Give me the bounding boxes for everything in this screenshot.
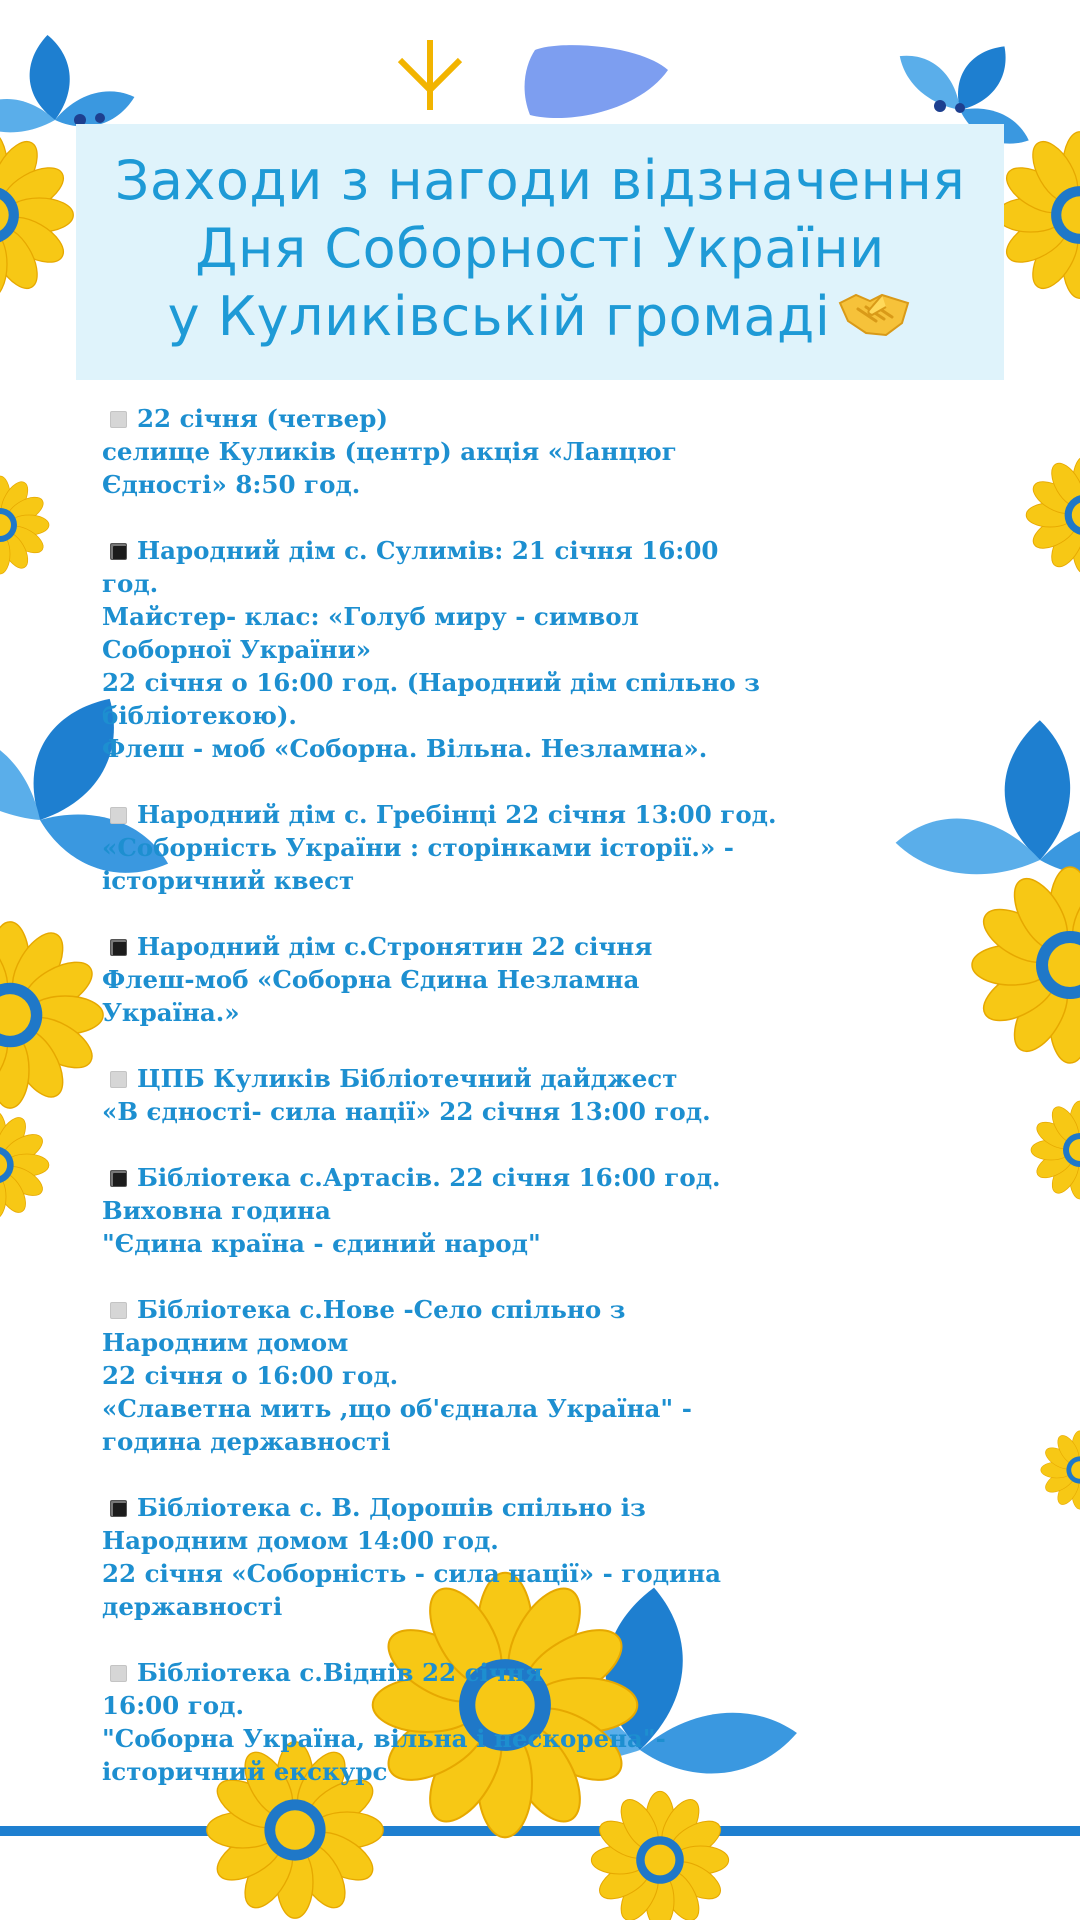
event-text: Флеш - моб «Соборна. Вільна. Незламна». <box>102 734 708 763</box>
white-square-icon <box>110 411 127 428</box>
event-heading <box>102 1656 762 1689</box>
black-square-icon <box>110 1170 127 1187</box>
event-line <box>102 996 762 1029</box>
event-item <box>102 930 762 1029</box>
event-list <box>102 402 777 1821</box>
event-line <box>102 567 762 600</box>
event-item <box>102 1293 762 1458</box>
event-text: 22 січня «Соборність - сила нації» - година <box>102 1559 721 1588</box>
event-line <box>102 435 762 468</box>
event-line <box>102 1425 762 1458</box>
handshake-icon <box>836 285 912 357</box>
event-line <box>102 732 762 765</box>
event-text: Народний дім с. Гребінці 22 січня 13:00 год. <box>137 800 777 829</box>
title-line-3 <box>168 283 913 356</box>
event-line <box>102 666 762 699</box>
event-line <box>102 1194 762 1227</box>
event-item <box>102 1656 762 1788</box>
event-line <box>102 468 762 501</box>
event-line <box>102 963 762 996</box>
event-text: Флеш-моб «Соборна Єдина Незламна <box>102 965 640 994</box>
event-item <box>102 1062 762 1128</box>
event-line <box>102 831 762 864</box>
title-line-3-text: у Куликівській громаді <box>167 285 831 349</box>
event-text: історичний квест <box>102 866 355 895</box>
event-text: година державності <box>102 1427 391 1456</box>
title-banner <box>76 124 1004 380</box>
event-item <box>102 798 777 897</box>
event-text: 22 січня (четвер) <box>137 404 388 433</box>
event-text: Бібліотека с.Артасів. 22 січня 16:00 год. <box>137 1163 721 1192</box>
event-text: Народний дім с. Сулимів: 21 січня 16:00 <box>137 536 719 565</box>
event-text: Майстер- клас: «Голуб миру - символ <box>102 602 639 631</box>
event-text: 22 січня о 16:00 год. <box>102 1361 399 1390</box>
event-text: ЦПБ Куликів Бібліотечний дайджест <box>137 1064 678 1093</box>
black-square-icon <box>110 939 127 956</box>
white-square-icon <box>110 807 127 824</box>
event-text: Бібліотека с.Віднів 22 січня <box>137 1658 543 1687</box>
event-heading <box>102 930 762 963</box>
event-text: бібліотекою). <box>102 701 297 730</box>
event-heading <box>102 1062 762 1095</box>
event-heading <box>102 798 777 831</box>
event-item <box>102 402 762 501</box>
black-square-icon <box>110 1500 127 1517</box>
event-line <box>102 1095 762 1128</box>
event-text: Бібліотека с.Нове -Село спільно з <box>137 1295 626 1324</box>
event-heading <box>102 1491 762 1524</box>
event-line <box>102 1590 762 1623</box>
title-line-1: Заходи з нагоди відзначення <box>114 149 966 213</box>
white-square-icon <box>110 1071 127 1088</box>
event-heading <box>102 1161 762 1194</box>
event-line <box>102 864 762 897</box>
event-text: «В єдності- сила нації» 22 січня 13:00 год. <box>102 1097 711 1126</box>
event-text: державності <box>102 1592 283 1621</box>
event-line <box>102 633 762 666</box>
event-text: «Славетна мить ,що об'єднала Україна" - <box>102 1394 692 1423</box>
event-line <box>102 1359 762 1392</box>
event-line <box>102 1392 762 1425</box>
event-heading <box>102 1293 762 1326</box>
event-item <box>102 1161 762 1260</box>
white-square-icon <box>110 1302 127 1319</box>
event-line <box>102 1689 762 1722</box>
event-text: Народним домом <box>102 1328 349 1357</box>
event-line <box>102 1755 762 1788</box>
event-text: Україна.» <box>102 998 240 1027</box>
event-heading <box>102 534 762 567</box>
event-text: Бібліотека с. В. Дорошів спільно із <box>137 1493 646 1522</box>
event-line <box>102 600 762 633</box>
white-square-icon <box>110 1665 127 1682</box>
event-text: Соборної України» <box>102 635 372 664</box>
event-line <box>102 1326 762 1359</box>
title-line-2: Дня Соборності України <box>195 217 885 281</box>
black-square-icon <box>110 543 127 560</box>
event-item <box>102 1491 762 1623</box>
event-text: Народним домом 14:00 год. <box>102 1526 499 1555</box>
event-line <box>102 1524 762 1557</box>
event-line <box>102 1557 762 1590</box>
event-line <box>102 1722 762 1755</box>
event-text: «Соборність України : сторінками історії.» - <box>102 833 734 862</box>
event-text: год. <box>102 569 159 598</box>
event-item <box>102 534 762 765</box>
event-text: "Соборна Україна, вільна і нескорена"- <box>102 1724 666 1753</box>
event-text: 22 січня о 16:00 год. (Народний дім спільно з <box>102 668 760 697</box>
event-line <box>102 1227 762 1260</box>
event-text: 16:00 год. <box>102 1691 244 1720</box>
event-line <box>102 699 762 732</box>
event-text: "Єдина країна - єдиний народ" <box>102 1229 541 1258</box>
event-text: селище Куликів (центр) акція «Ланцюг <box>102 437 677 466</box>
event-text: історичний екскурс <box>102 1757 388 1786</box>
event-heading <box>102 402 762 435</box>
event-text: Народний дім с.Стронятин 22 січня <box>137 932 653 961</box>
event-text: Єдності» 8:50 год. <box>102 470 361 499</box>
event-text: Виховна година <box>102 1196 331 1225</box>
